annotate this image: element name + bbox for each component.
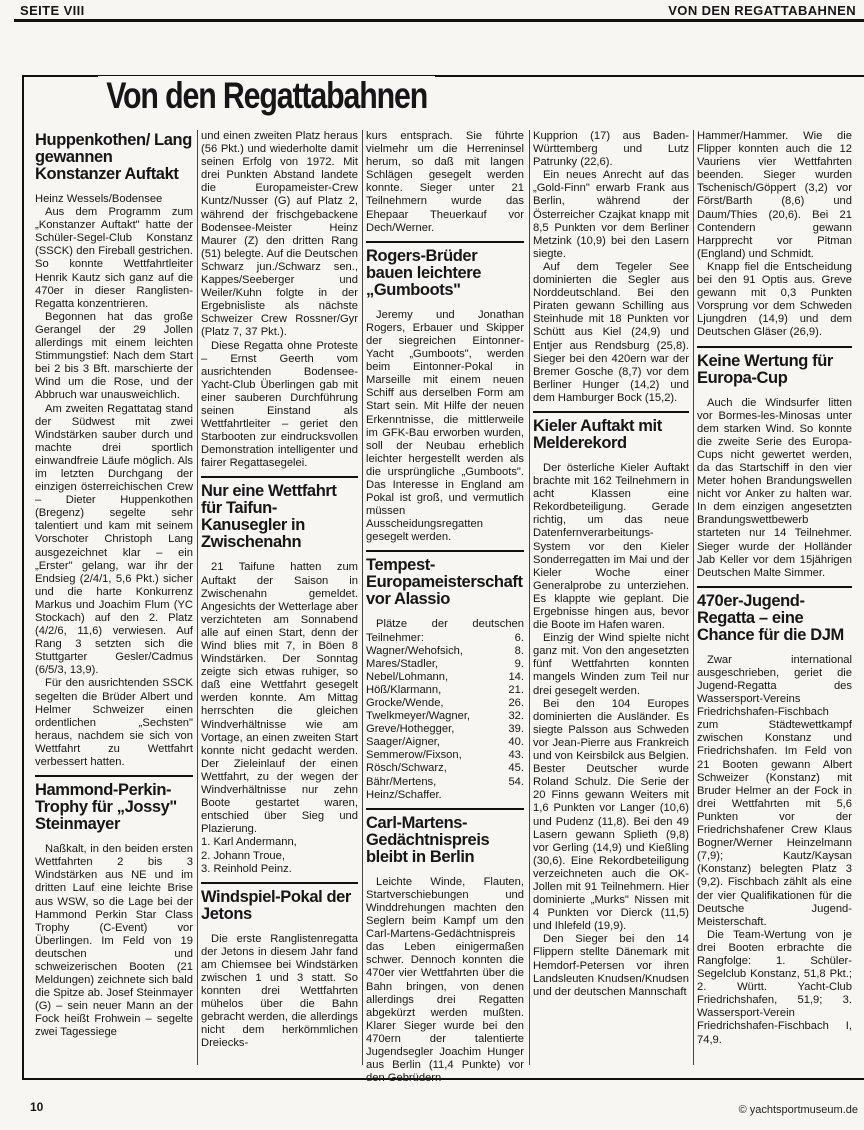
article <box>35 130 193 769</box>
article-paragraph: Zwar international ausgeschrieben, geriet die Jugend-Regatta des Wassersport-Vereins Friedrichshafen-Fischbach zum Städtewettkampf zwischen Konstanz und Friedrichshafen. Im Feld von 21 Booten gewann Albert Schweizer (Konstanz) mit Bruder Helmer an der Fock in drei Wettfahrten mit 5,6 Punkten vor der Friedrichshafener Crew Klaus Bogner/Werner Heinzelmann (7,9); Kautz/Kaysan (Konstanz) belegten Platz 3 (9,2). Fischbach zählt als eine der vier Qualifikationen für die Deutsche Jugend-Meisterschaft. <box>697 653 852 928</box>
article-paragraph: und einen zweiten Platz heraus (56 Pkt.) und wiederholte damit seinen Erfolg von 1972. Mit drei Punkten Abstand landete die Europameister-Crew Kuntz/Nusser (G) auf Platz 2, während der frischgebackene Bodensee-Meister Heinz Maurer (Z) den dritten Rang (51) belegte. Auf die Deutschen Schwarz jun./Schwarz sen., Kappes/Seeberger und Weiler/Kuhn folgte in der Ergebnisliste als nächste Schweizer Crew Rossner/Gyr (Platz 7, 37 Pkt.). <box>201 130 358 339</box>
column-divider <box>362 130 363 1065</box>
article <box>35 775 193 1039</box>
article-headline: Tempest-Europameisterschaft vor Alassio <box>366 550 524 612</box>
article-headline: Windspiel-Pokal der Jetons <box>201 882 358 927</box>
article-headline: Rogers-Brüder bauen leichtere „Gumboots" <box>366 241 524 303</box>
column-2 <box>201 130 358 1057</box>
article-paragraph: Bei den 104 Europes dominierten die Ausländer. Es siegte Palsson aus Schweden vor Jean-Pierre aus Frankreich und von Keirsbilck aus Belgien. Bester Deutscher wurde Roland Schulz. Die Serie der 20 Finns gewann Weiters mit 1,6 Punkten vor Langer (10,6) und Pudenz (11,8). Bei den 49 Lasern gewann Splieth (9,8) vor Gerling (14,9) und Kießling (30,6). Eine Rekordbeteiligung verzeichneten auch die OK-Jollen mit 91 Teilnehmern. Hier dominierte „Murks" Nissen mit 4 Punkten vor Dierck (11,5) und Ihlefeld (19,9). <box>533 697 689 933</box>
article-headline: Huppenkothen/ Lang gewannen Konstanzer Auftakt <box>35 131 192 183</box>
article-paragraph: kurs entsprach. Sie führte vielmehr um die Herreninsel herum, so daß mit langen Schlägen gesegelt werden konnte. Sieger unter 21 Teilnehmern wurde das Ehepaar Theuerkauf vor Dech/Werner. <box>366 130 524 234</box>
article-headline: 470er-Jugend-Regatta – eine Chance für die DJM <box>697 586 852 648</box>
article <box>697 346 852 580</box>
page-number: 10 <box>30 1100 44 1114</box>
article-paragraph: Knapp fiel die Entscheidung bei den 91 Optis aus. Greve gewann mit 0,3 Punkten Vorsprung vor dem Schweden Ljungdren (14,9) und dem Deutschen Gläser (26,9). <box>697 260 852 339</box>
column-4 <box>533 130 689 1005</box>
article-paragraph: Ein neues Anrecht auf das „Gold-Finn" erwarb Frank aus Berlin, während der Österreicher Czajkat knapp mit 8,5 Punkten vor dem Berliner Metzink (10,9) bei den Lasern siegte. <box>533 169 689 260</box>
article-paragraph: Am zweiten Regattatag stand der Südwest mit zwei Windstärken sauber durch und machte drei sportlich einwandfreie Läufe möglich. Als im letzten Durchgang der einzigen österreichischen Crew – Dieter Huppenkothen (Bregenz) segelte sehr talentiert und kam mit seinem Vorschoter Christoph Lang ausgezeichnet klar – ein „Erster" gelang, war ihr der Endsieg (2/4/1, 5,6 Pkt.) sicher und die harte Konkurrenz Markus und Joachim Flum (YC Stockach) auf den 2. Platz (4/2/6, 11,6) verwiesen. Auf Rang 3 setzten sich die Stuttgarter Gesler/Cadmus (6/5/3, 13,9). <box>35 402 193 677</box>
article-paragraph: Für den ausrichtenden SSCK segelten die Brüder Albert und Helmer Schweizer einen ordentlichen „Sechsten" heraus, nachdem sie sich von Wettfahrt zu Wettfahrt verbessert hatten. <box>35 677 193 769</box>
article <box>533 411 689 999</box>
article <box>366 241 524 545</box>
article-paragraph: Auf dem Tegeler See dominierten die Segler aus Norddeutschland. Bei den Piraten gewann Schilling aus Steinhude mit 18 Punkten vor Schütt aus Kiel (24,9) und Entjer aus Rendsburg (25,8). Sieger bei den 420ern war der Bremer Gosche (8,7) vor dem Berliner Hunger (14,2) und dem Hamburger Bock (15,2). <box>533 260 689 404</box>
article-headline: Hammond-Perkin-Trophy für „Jossy" Steinmayer <box>35 775 193 837</box>
article-paragraph: Kupprion (17) aus Baden-Württemberg und Lutz Patrunky (22,6). <box>533 130 689 169</box>
article-headline: Kieler Auftakt mit Melderekord <box>533 411 689 456</box>
article <box>697 130 852 340</box>
column-divider <box>197 130 198 1065</box>
column-1 <box>35 130 193 1046</box>
article-paragraph: Den Sieger bei den 14 Flippern stellte Dänemark mit Hemdorf-Petersen vor ihren Landsleuten Knudsen/Knudsen und der deutschen Mannschaft <box>533 933 689 998</box>
article-paragraph: Plätze der deutschen Teilnehmer: 6. Wagner/Wehofsich, 8. Mares/Stadler, 9. Nebel/Lohmann, 14. Höß/Klarmann, 21. Grocke/Wende, 26. Twelkmeyer/Wagner, 32. Greve/Hothegger, 39. Saager/Aigner, 40. Semmerow/Fixson, 43. Rösch/Schwarz, 45. Bähr/Mertens, 54. Heinz/Schaffer. <box>366 618 524 801</box>
result-list-item: 1. Karl Andermann, <box>201 836 297 849</box>
article-paragraph: Naßkalt, in den beiden ersten Wettfahrten 2 bis 3 Windstärken aus NE und im dritten Lauf eine leichte Brise aus WSW, so die Lage bei der Hammond Perkin Star Class Trophy (C-Event) vor Überlingen. Im Feld von 19 deutschen und schweizerischen Booten (21 Meldungen) zeichnete sich bald die Spitze ab. Josef Steinmayer (G) – sein neuer Mann an der Fock heißt Frohwein – segelte zwei Tagessiege <box>35 843 193 1039</box>
article <box>697 586 852 1047</box>
article-paragraph: Leichte Winde, Flauten, Startverschiebungen und Winddrehungen machten den Seglern beim Kampf um den Carl-Martens-Gedächtnispreis das Leben einigermaßen schwer. Dennoch konnten die 470er vier Wettfahrten über die Bahn bringen, von denen allerdings drei Regatten abgekürzt werden mußten. Klarer Sieger wurde bei den 470ern der talentierte Jugendsegler Joachim Hunger aus Berlin (11,4 Punkte) vor den Gebrüdern <box>366 875 524 1085</box>
article-paragraph: Aus dem Programm zum „Konstanzer Auftakt" hatte der Schüler-Segel-Club Konstanz (SSCK) den Fireball gestrichen. So konnte Wettfahrtleiter Henrik Kautz sich ganz auf die 470er in dieser Ranglisten-Regatta konzentrieren. <box>35 206 193 310</box>
article-paragraph: Die Team-Wertung von je drei Booten erbrachte die Rangfolge: 1. Schüler-Segelclub Konstanz, 51,8 Pkt.; 2. Württ. Yacht-Club Friedrichshafen, 51,9; 3. Wassersport-Verein Friedrichshafen-Fischbach I, 74,9. <box>697 928 852 1046</box>
article <box>366 130 524 235</box>
article-paragraph: Der österliche Kieler Auftakt brachte mit 162 Teilnehmern in acht Klassen eine Rekordbeteiligung. Gerade richtig, um das neue Datenfernverarbeitungs-System vor den Kieler Sonderregatten im Mai und der Kieler Woche einer Generalprobe zu unterziehen. Es klappte wie geplant. Die Ergebnisse hingen aus, bevor die Boote im Hafen waren. <box>533 461 689 632</box>
article-paragraph: Jeremy und Jonathan Rogers, Erbauer und Skipper der siegreichen Eintonner-Yacht „Gumboots", werden beim Eintonner-Pokal in Marseille mit einem neuen Schiff aus derselben Form am Start sein. Mit Hilfe der neuen Erkenntnisse, die mittlerweile im GFK-Bau erworben wurden, soll der Neubau erheblich leichter hergestellt werden als die ursprüngliche „Gumboots". Das Interesse in England am Pokal ist groß, und vermutlich müssen Ausscheidungsregatten gesegelt werden. <box>366 308 524 544</box>
article <box>366 808 524 1086</box>
article-paragraph: Die erste Ranglistenregatta der Jetons in diesem Jahr fand am Chiemsee bei Windstärken zwischen 1 und 3 statt. So konnten drei Wettfahrten mühelos über die Bahn gebracht werden, die allerdings nicht dem herkömmlichen Dreiecks- <box>201 932 358 1050</box>
article <box>201 130 358 470</box>
watermark: © yachtsportmuseum.de <box>738 1104 858 1116</box>
column-3 <box>366 130 524 1091</box>
article-headline: Nur eine Wettfahrt für Taifun-Kanusegler in Zwischenahn <box>201 476 358 555</box>
header-rule <box>14 19 864 22</box>
article-paragraph: Hammer/Hammer. Wie die Flipper konnten auch die 12 Vauriens vier Wettfahrten beenden. Sieger wurden Tschenisch/Göppert (3,2) vor Först/Barth (8,6) und Daum/Thies (20,6). Bei 21 Contendern gewann Harpprecht vor Pitman (England) und Schmidt. <box>697 130 852 260</box>
article-headline: Keine Wertung für Europa-Cup <box>697 346 852 391</box>
page-header-left: SEITE VIII <box>20 3 85 18</box>
article-headline: Carl-Martens-Gedächtnispreis bleibt in Berlin <box>366 808 524 870</box>
article <box>533 130 689 405</box>
page-title: Von den Regattabahnen <box>98 76 435 116</box>
article <box>366 550 524 801</box>
article-paragraph: 21 Taifune hatten zum Auftakt der Saison in Zwischenahn gemeldet. Angesichts der Wetterlage aber verzichteten am Sonnabend alle auf einen Start, denn der Wind blies mit 7, in Böen 8 Windstärken. Der Sonntag zeigte sich etwas ruhiger, so daß eine Wettfahrt gesegelt werden konnte. Am Mittag herrschten die gleichen Windverhältnisse wie am Vortage, an einen zweiten Start konnte nicht gedacht werden. Der Zieleinlauf der einen Wettfahrt, zu der wegen der Windverhältnisse nur zehn Boote gestartet waren, entschied über Sieg und Plazierung. <box>201 561 358 836</box>
article-paragraph: Begonnen hat das große Gerangel der 29 Jollen allerdings mit einem leichten Stimmungstief: Nach dem Start bei 2 bis 3 Bft. marschierte der Wind um die Rose, und der Abbruch war unausweichlich. <box>35 310 193 402</box>
article-paragraph: Diese Regatta ohne Proteste – Ernst Geerth vom ausrichtenden Bodensee-Yacht-Club Überlingen gab mit einer sauberen Durchführung seinen Einstand als Wettfahrtleiter – geriet den Starbooten zur eindrucksvollen Demonstration intelligenter und fairer Regattasegelei. <box>201 339 358 470</box>
page-header-right: VON DEN REGATTABAHNEN <box>668 3 856 18</box>
result-list-item: 3. Reinhold Peinz. <box>201 862 292 875</box>
article-byline: Heinz Wessels/Bodensee <box>35 193 163 205</box>
article-paragraph: Einzig der Wind spielte nicht ganz mit. Von den angesetzten fünf Wettfahrten konnten mangels Winden zum Teil nur drei gesegelt werden. <box>533 632 689 697</box>
result-list-item: 2. Johann Troue, <box>201 849 285 862</box>
column-divider <box>529 130 530 1065</box>
article-paragraph: Auch die Windsurfer litten vor Bormes-les-Minosas unter dem starken Wind. So konnte die zweite Serie des Europa-Cups nicht gewertet werden, da das Startschiff in den vier Meter hohen Brandungswellen nicht vor Anker zu halten war. In dem einzigen angesetzten Brandungswettbewerb starteten nur 14 Teilnehmer. Sieger wurde der Holländer Jab Keller vor dem 15jährigen Deutschen Malte Simmer. <box>697 396 852 579</box>
column-5 <box>697 130 852 1053</box>
column-divider <box>693 130 694 1065</box>
article <box>201 476 358 875</box>
article <box>201 882 358 1051</box>
